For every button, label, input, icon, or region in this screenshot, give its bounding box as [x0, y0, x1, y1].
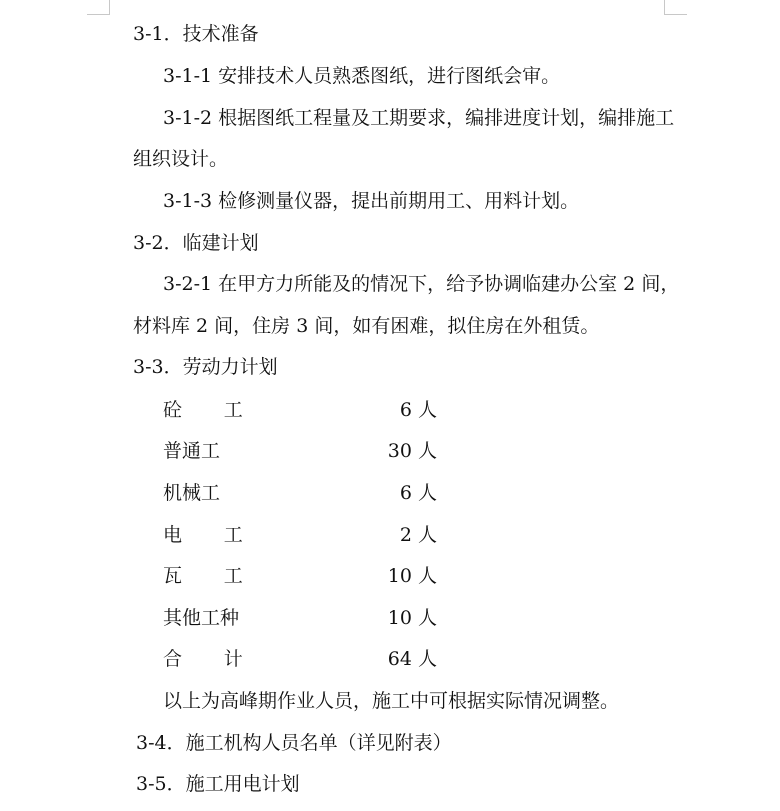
paragraph-3-1-2-line1: 3-1-2 根据图纸工程量及工期要求，编排进度计划，编排施工: [163, 107, 675, 129]
section-heading-3-3: 3-3．劳动力计划: [133, 356, 278, 378]
paragraph-3-1-3: 3-1-3 检修测量仪器，提出前期用工、用料计划。: [163, 190, 580, 212]
labor-count: 10 人: [387, 607, 437, 629]
labor-count: 6 人: [399, 482, 437, 504]
labor-count: 10 人: [387, 565, 437, 587]
labor-count: 30 人: [387, 440, 437, 462]
labor-count: 2 人: [399, 524, 437, 546]
labor-count: 6 人: [399, 399, 437, 421]
labor-name: 砼工: [163, 399, 285, 421]
labor-name: 普通工: [163, 440, 221, 462]
page-corner-mark-right: [664, 0, 687, 15]
labor-note: 以上为高峰期作业人员，施工中可根据实际情况调整。: [163, 690, 620, 712]
section-heading-3-1: 3-1．技术准备: [133, 23, 259, 45]
labor-name: 机械工: [163, 482, 221, 504]
labor-name: 合计: [163, 648, 285, 670]
section-heading-3-2: 3-2．临建计划: [133, 232, 259, 254]
paragraph-3-1-2-line2: 组织设计。: [133, 148, 229, 170]
labor-count: 64 人: [387, 648, 437, 670]
page-corner-mark-left: [87, 0, 110, 15]
section-heading-3-5: 3-5．施工用电计划: [136, 773, 300, 795]
section-heading-3-4: 3-4．施工机构人员名单（详见附表）: [136, 732, 452, 754]
labor-name: 其他工种: [163, 607, 240, 629]
paragraph-3-1-1: 3-1-1 安排技术人员熟悉图纸，进行图纸会审。: [163, 65, 561, 87]
labor-name: 电工: [163, 524, 285, 546]
labor-name: 瓦工: [163, 565, 285, 587]
paragraph-3-2-1-line1: 3-2-1 在甲方力所能及的情况下，给予协调临建办公室 2 间，: [163, 273, 680, 295]
paragraph-3-2-1-line2: 材料库 2 间，住房 3 间，如有困难，拟住房在外租赁。: [133, 315, 600, 337]
